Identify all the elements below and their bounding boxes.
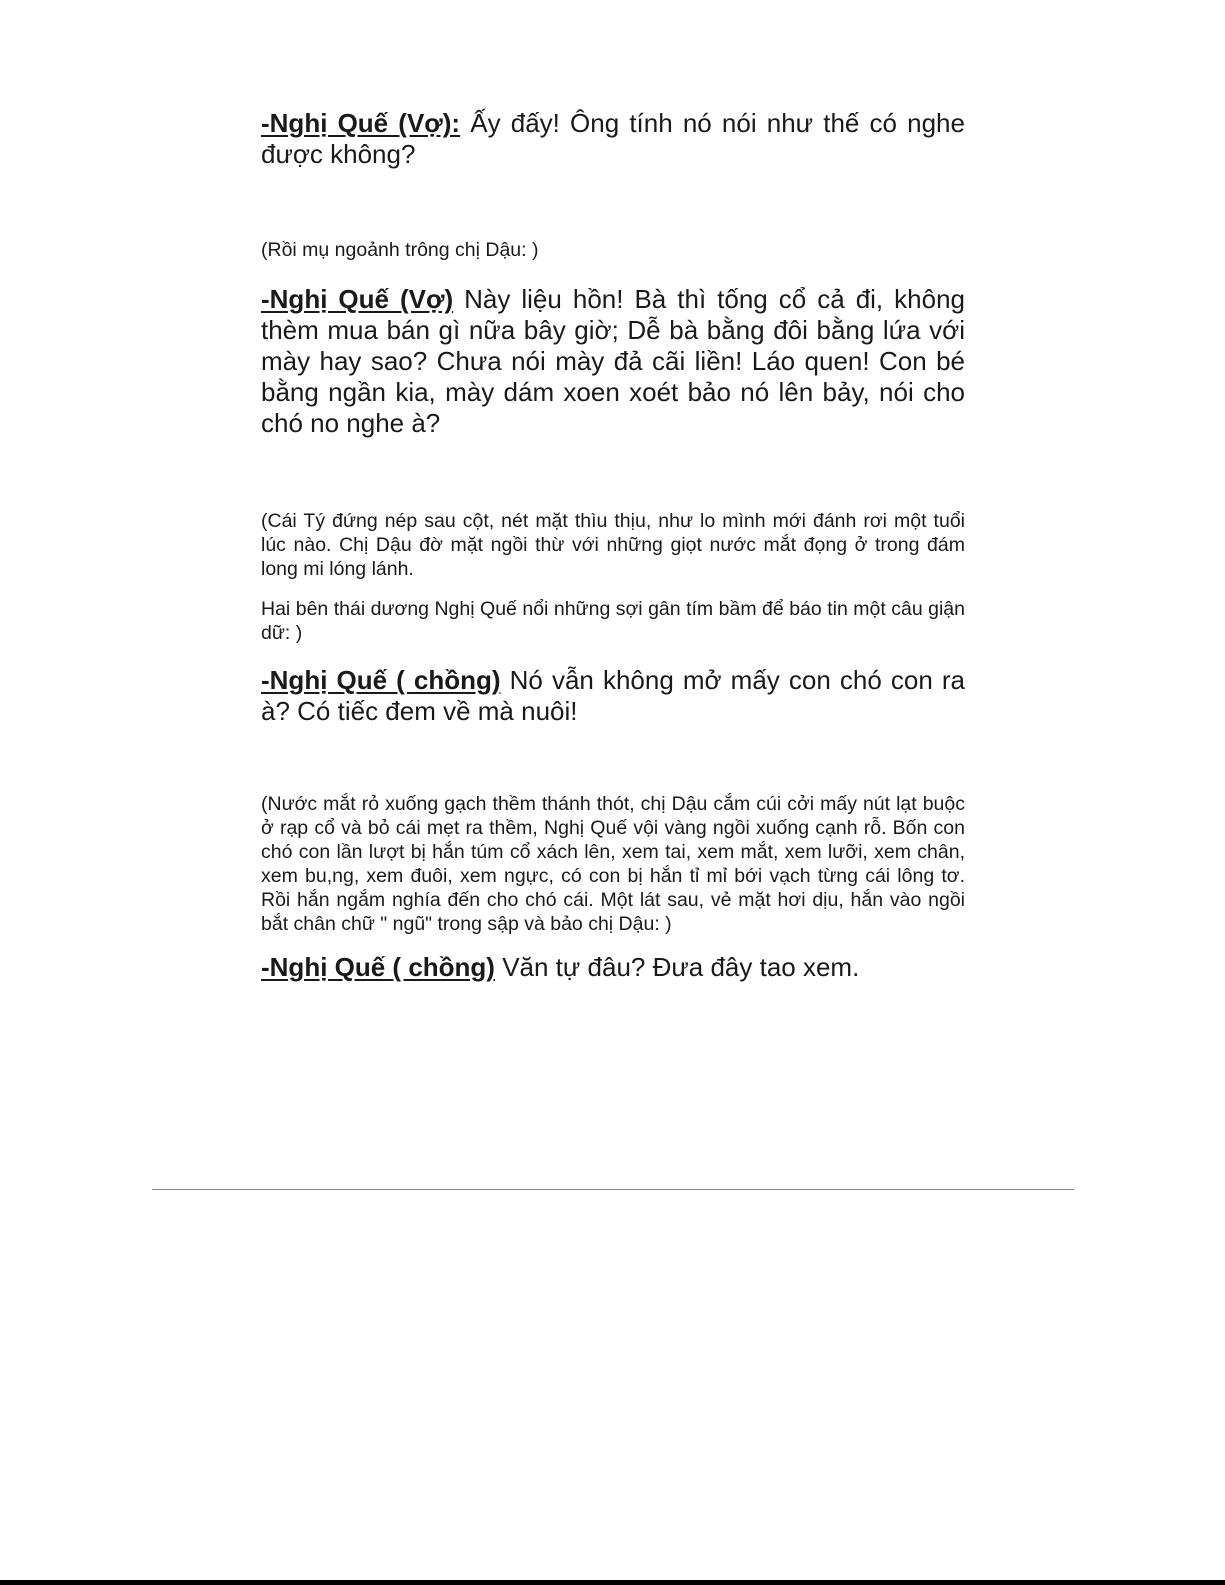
stage-direction-2: (Cái Tý đứng nép sau cột, nét mặt thìu thịu, như lo mình mới đánh rơi một tuổi lúc nào. Chị Dậu đờ mặt ngồi thừ với những giọt nước mắt đọng ở trong đám long mi lóng lánh. bbox=[261, 510, 965, 580]
dialogue-line-2 bbox=[261, 284, 965, 439]
dialogue-text: Văn tự đâu? Đưa đây tao xem. bbox=[494, 952, 860, 982]
dialogue-line-4 bbox=[261, 952, 965, 983]
stage-direction-1: (Rồi mụ ngoảnh trông chị Dậu: ) bbox=[261, 239, 539, 261]
dialogue-line-3 bbox=[261, 665, 965, 727]
dialogue-text: Ấy đấy! Ông tính nó nói như thế có nghe được không? bbox=[261, 108, 965, 169]
stage-direction-4: (Nước mắt rỏ xuống gạch thềm thánh thót, chị Dậu cắm cúi cởi mấy nút lạt buộc ở rạp cổ và bỏ cái mẹt ra thềm, Nghị Quế vội vàng ngồi xuống cạnh rỗ. Bốn con chó con lần lượt bị hắn túm cổ xách lên, xem tai, xem mắt, xem lưỡi, xem chân, xem bu,ng, xem đuôi, xem ngực, có con bị hắn tỉ mỉ bới vạch từng cái lông tơ. Rồi hắn ngắm nghía đến cho chó cái. Một lát sau, vẻ mặt hơi dịu, hắn vào ngồi bắt chân chữ " ngũ" trong sập và bảo chị Dậu: ) bbox=[261, 793, 965, 935]
speaker-label: -Nghị Quế (Vợ): bbox=[261, 108, 461, 138]
stage-direction-3: Hai bên thái dương Nghị Quế nổi những sợi gân tím bầm để báo tin một câu giận dữ: ) bbox=[261, 598, 965, 644]
speaker-label: -Nghị Quế (Vợ) bbox=[261, 284, 454, 314]
speaker-label: -Nghị Quế ( chồng) bbox=[261, 952, 495, 982]
page-bottom-edge bbox=[0, 1580, 1225, 1585]
document-page bbox=[261, 108, 965, 983]
dialogue-text: Này liệu hồn! Bà thì tống cổ cả đi, không thèm mua bán gì nữa bây giờ; Dễ bà bằng đôi bằng lứa với mày hay sao? Chưa nói mày đả cãi liền! Láo quen! Con bé bằng ngần kia, mày dám xoen xoét bảo nó lên bảy, nói cho chó no nghe à? bbox=[261, 284, 965, 438]
dialogue-line-1 bbox=[261, 108, 965, 170]
speaker-label: -Nghị Quế ( chồng) bbox=[261, 665, 501, 695]
dialogue-text: Nó vẫn không mở mấy con chó con ra à? Có tiếc đem về mà nuôi! bbox=[261, 665, 965, 726]
page-divider bbox=[152, 1189, 1074, 1190]
